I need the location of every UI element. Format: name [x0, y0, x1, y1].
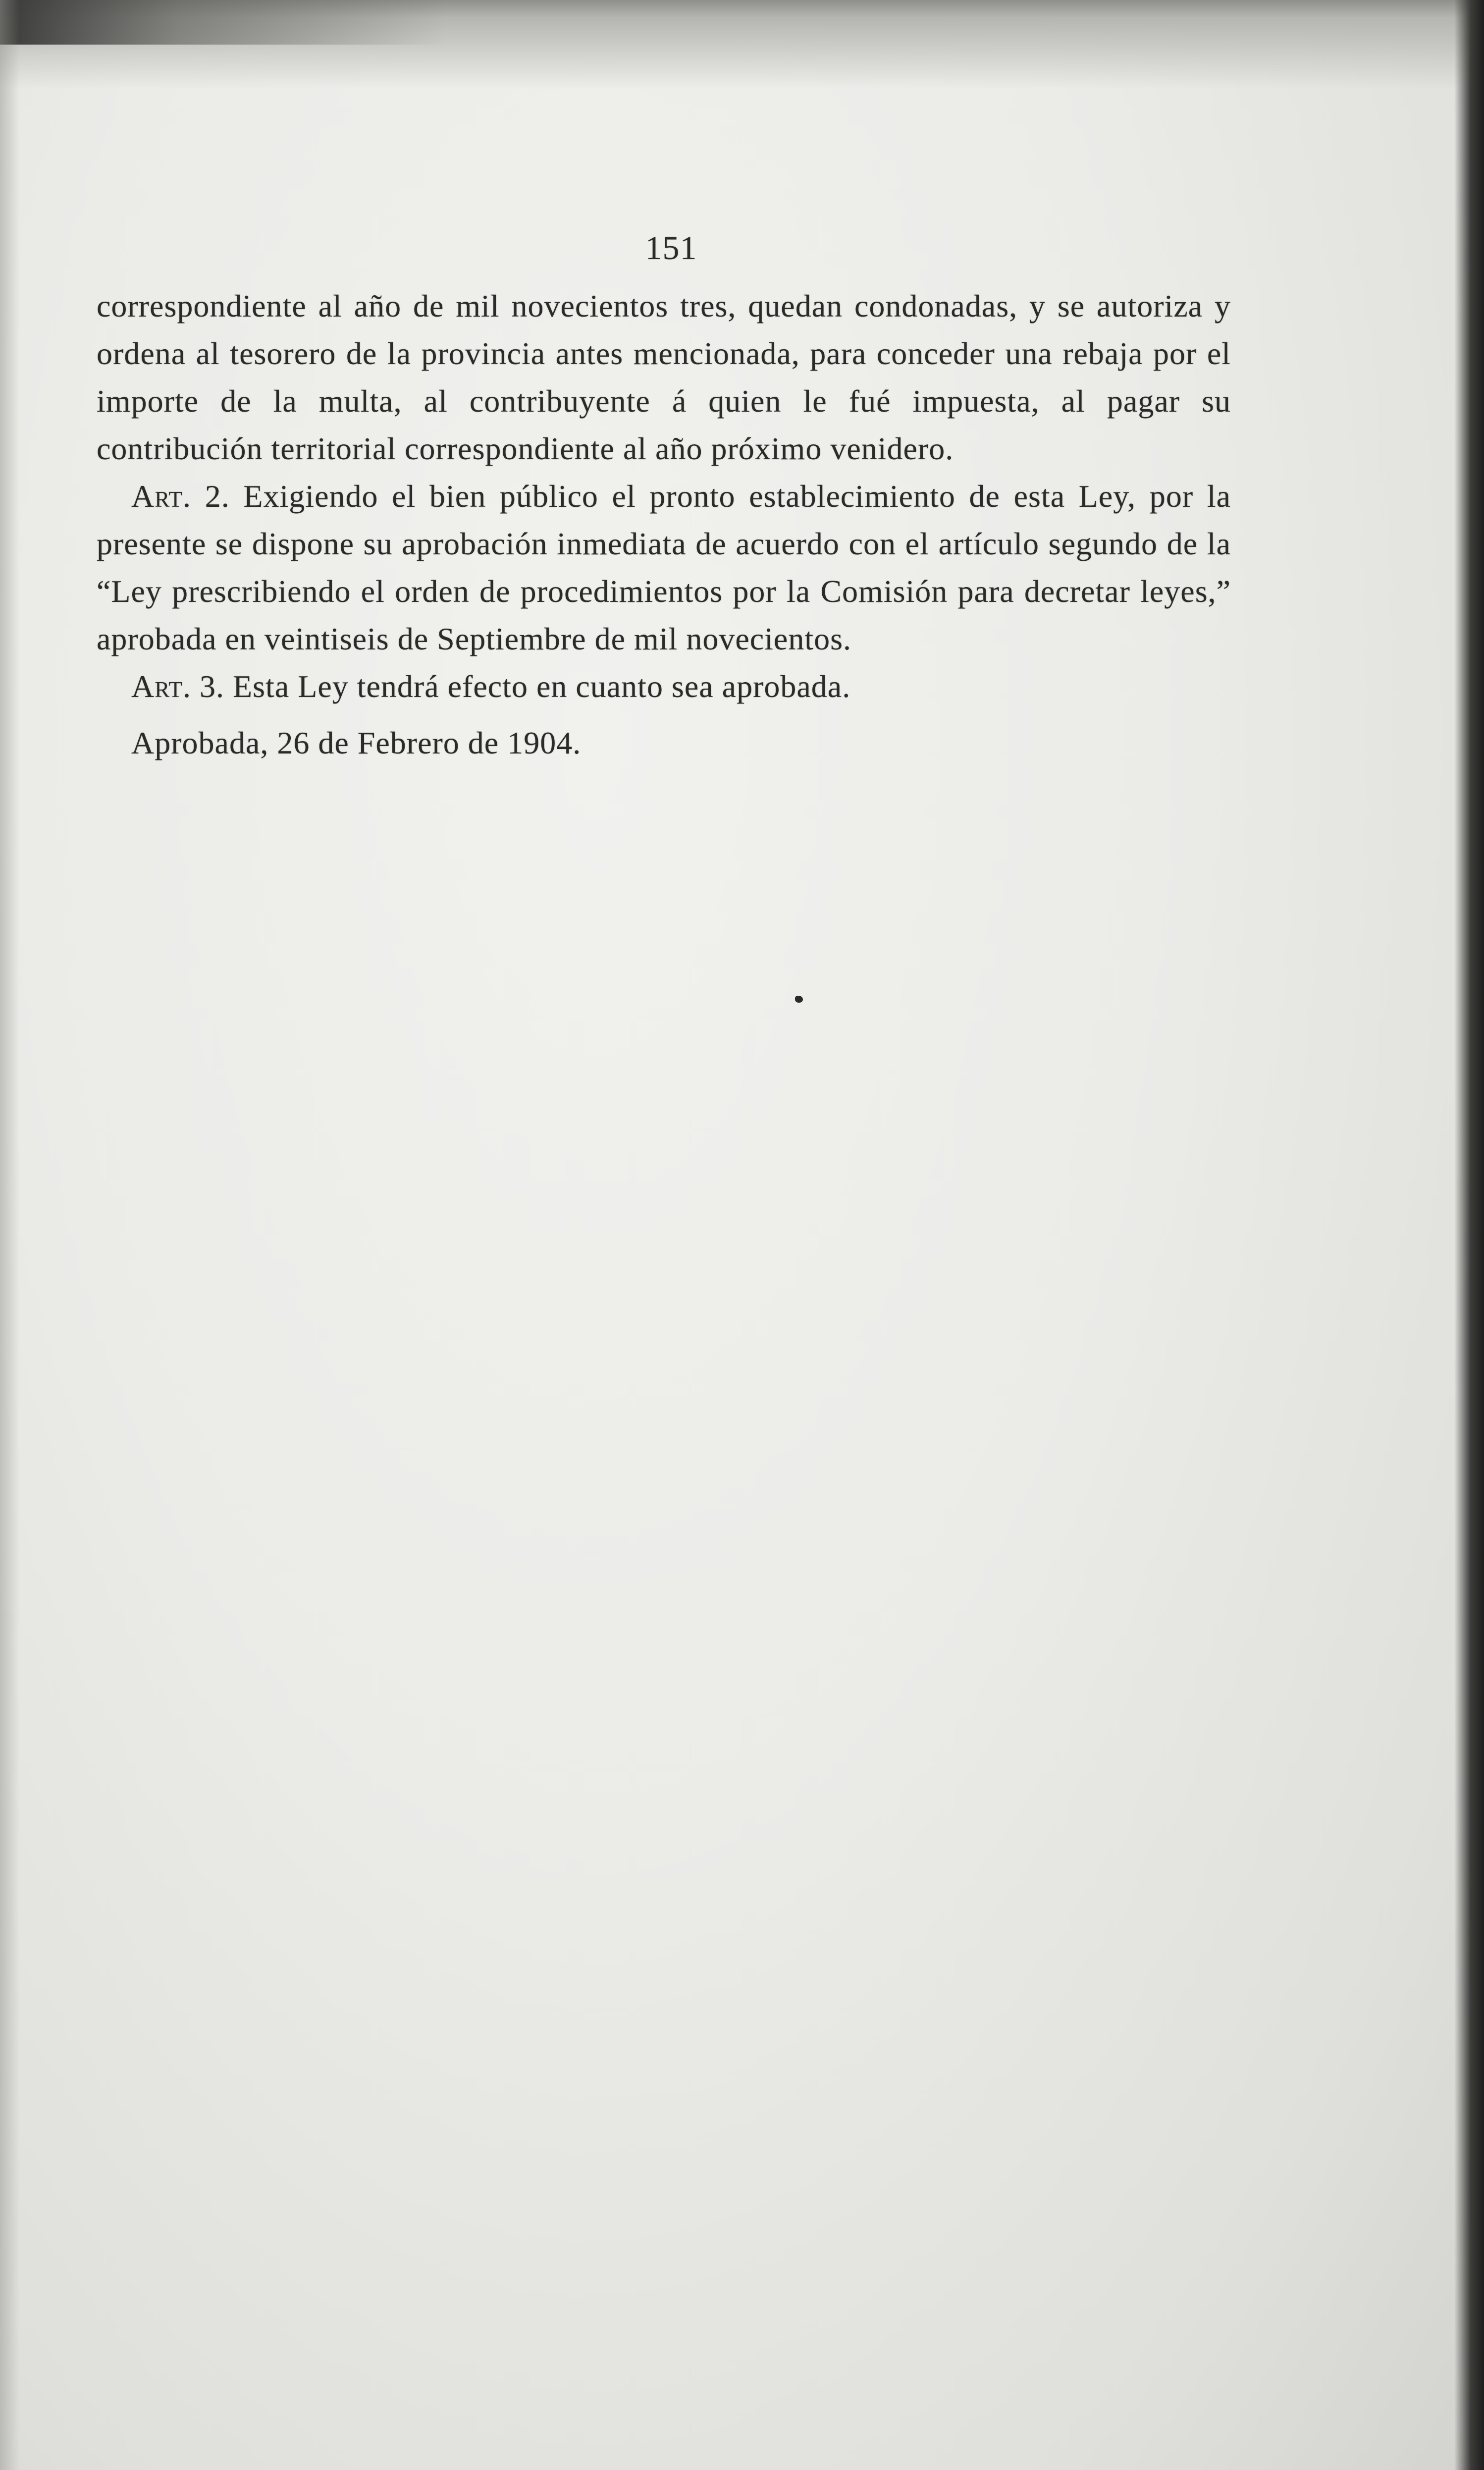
article-2 — [97, 473, 1231, 663]
page-text — [97, 213, 1231, 767]
article-3 — [97, 663, 1231, 710]
spacer — [97, 710, 1231, 719]
article-3-text: Esta Ley tendrá efecto en cuanto sea aprobada. — [233, 669, 851, 704]
ink-speck — [795, 996, 803, 1003]
top-left-scan-shadow — [0, 0, 446, 45]
right-page-edge — [1454, 0, 1484, 2470]
paragraph-continuation: correspondiente al año de mil novecientos tres, quedan condonadas, y se autoriza y ordena al tesorero de la provincia antes mencionada, para conceder una rebaja por el importe de la multa, al contribuyente á quien le fué impuesta, al pagar su contribución territorial correspondiente al año próximo venidero. — [97, 288, 1231, 466]
article-2-text: Exigiendo el bien público el pronto establecimiento de esta Ley, por la presente se dispone su aprobación inmediata de acuerdo con el artículo segundo de la “Ley prescribiendo el orden de procedimientos por la Comisión para decretar leyes,” aprobada en veintiseis de Septiembre de mil novecientos. — [97, 479, 1231, 656]
article-3-label: Art. 3. — [131, 669, 225, 704]
page-number: 151 — [645, 229, 697, 267]
article-2-label: Art. 2. — [131, 479, 230, 514]
left-page-edge — [0, 0, 20, 2470]
approval-line: Aprobada, 26 de Febrero de 1904. — [131, 725, 582, 760]
